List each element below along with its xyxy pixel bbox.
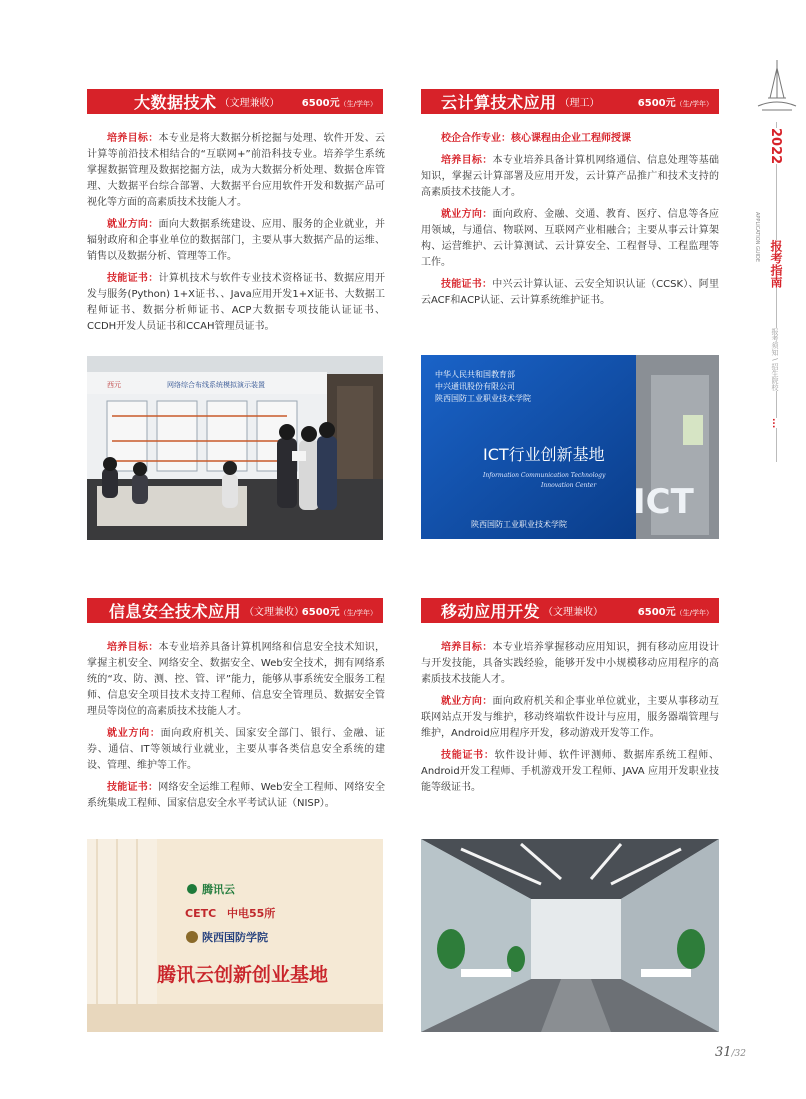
cloud-subtitle: （理工）: [559, 98, 600, 109]
security-fee: 6500元（生/学年）: [301, 607, 377, 618]
ict-wall-1: 中华人民共和国教育部: [435, 370, 515, 379]
security-goal: 培养目标：本专业培养具备计算机网络和信息安全技术知识，掌握主机安全、网络安全、数据安全、Web安全技术，拥有网络系统的“攻、防、测、控、管、评”能力，能够从事系统安全服务工程师、信息安全项目技术支持工程师、信息安全管理员、数据安全管理员等岗位的高素质技术技能人才。: [87, 642, 386, 717]
cloud-ict-photo: [421, 355, 719, 539]
cloud-section: [421, 131, 719, 315]
sidebar-small-cn: 报考须知 \ 招生院校: [771, 328, 779, 391]
bigdata-goal: 培养目标：本专业是将大数据分析挖掘与处理、软件开发、云计算等前沿技术相结合的“互联网+”前沿科技专业。培养学生系统掌握数据管理及数据挖掘方法，成为大数据分析处理、数据仓库管理、大数据平台综合部署、大数据平台应用软件开发和数据产品可视化等方面的高素质技术技能人才。: [87, 133, 386, 208]
tc-line-3: 陕西国防学院: [202, 931, 268, 944]
page-number: 31/32: [714, 1045, 746, 1060]
cloud-job: 就业方向：面向政府、金融、交通、教育、医疗、信息等各应用领域，与通信、物联网、互联网产业相融合；主要从事云计算架构、运营维护、云计算测试、云计算安全、工程督导、工程监理等工作。: [421, 209, 720, 268]
ict-en-2: Innovation Center: [541, 482, 597, 489]
sidebar-guide: 报考指南: [769, 240, 783, 288]
mobile-banner: [421, 598, 719, 623]
cloud-banner: [421, 89, 719, 114]
mobile-cert: 技能证书：软件设计师、软件评测师、数据库系统工程师、Android开发工程师、手机游戏开发工程师、JAVA 应用开发职业技能等级证书。: [421, 750, 720, 793]
cloud-fee: 6500元（生/学年）: [637, 98, 713, 109]
cloud-cert: 技能证书：中兴云计算认证、云安全知识认证（CCSK）、阿里云ACF和ACP认证、云计算系统维护证书。: [421, 279, 720, 306]
bigdata-section: [87, 131, 385, 341]
mobile-goal: 培养目标：本专业培养掌握移动应用知识，拥有移动应用设计与开发技能，具备实践经验，能够开发中小规模移动应用程序的高素质技术技能人才。: [421, 642, 720, 685]
security-section: [87, 640, 385, 818]
mobile-subtitle: （文理兼收）: [543, 607, 604, 618]
ict-wall-2: 中兴通讯股份有限公司: [435, 382, 515, 391]
sidebar-rule: [776, 122, 777, 462]
ict-wall-3: 陕西国防工业职业技术学院: [435, 394, 531, 403]
ict-en-1: Information Communication Technology: [483, 472, 606, 479]
mobile-title: 移动应用开发: [441, 602, 541, 621]
security-tencent-photo: [87, 839, 383, 1032]
mobile-fee: 6500元（生/学年）: [637, 607, 713, 618]
sidebar-dots: ...: [770, 418, 780, 429]
security-banner: [87, 598, 383, 623]
lab-brand: 西元: [107, 381, 121, 389]
bigdata-title: 大数据技术: [134, 93, 217, 112]
cloud-coop: 校企合作专业：核心课程由企业工程师授课: [441, 133, 631, 144]
bigdata-banner: [87, 89, 383, 114]
cloud-goal: 培养目标：本专业培养具备计算机网络通信、信息处理等基础知识，掌握云计算部署及应用开发，云计算产品推广和技术支持的高素质技术技能人才。: [421, 155, 720, 198]
security-subtitle: （文理兼收）: [244, 607, 305, 618]
sidebar-year: 2022: [768, 128, 783, 165]
bigdata-lab-photo: [87, 356, 383, 540]
bigdata-fee: 6500元（生/学年）: [301, 98, 377, 109]
tc-line-2a: CETC: [185, 907, 217, 920]
bigdata-subtitle: （文理兼收）: [219, 98, 280, 109]
cloud-title: 云计算技术应用: [441, 93, 557, 112]
ict-bottom: 陕西国防工业职业技术学院: [471, 520, 567, 529]
right-sidebar: [748, 60, 806, 480]
mobile-job: 就业方向：面向政府机关和企事业单位就业，主要从事移动互联网站点开发与维护，移动终端软件设计与应用，服务器端管理与维护，Android应用程序开发，移动游戏开发等工作。: [421, 696, 720, 739]
ict-title: ICT行业创新基地: [483, 445, 605, 464]
tc-line-4: 腾讯云创新创业基地: [157, 964, 329, 986]
sidebar-small-en: APPLICATION GUIDE: [754, 212, 760, 263]
bigdata-cert: 技能证书：计算机技术与软件专业技术资格证书、数据应用开发与服务(Python) 1+X证书、、Java应用开发1+X证书、大数据工程师证书、数据分析师证书、ACP大数据专项技能认证证书、CCDH开发人员证书和CCAH管理员证书。: [87, 273, 386, 332]
security-cert: 技能证书：网络安全运维工程师、Web安全工程师、网络安全系统集成工程师、国家信息安全水平考试认证（NISP）。: [87, 782, 386, 809]
mobile-section: [421, 640, 719, 802]
tc-line-1: 腾讯云: [202, 883, 235, 896]
mobile-office-photo: [421, 839, 719, 1032]
tc-line-2b: 中电55所: [227, 907, 276, 920]
security-title: 信息安全技术应用: [109, 602, 242, 621]
bigdata-job: 就业方向：面向大数据系统建设、应用、服务的企业就业，并辐射政府和企事业单位的数据部门，主要从事大数据产品的运维、销售以及数据分析、管理等工作。: [87, 219, 386, 262]
lab-sign: 网络综合布线系统模拟演示装置: [167, 381, 265, 389]
security-job: 就业方向：面向政府机关、国家安全部门、银行、金融、证券、通信、IT等领域行业就业，主要从事各类信息安全系统的建设、管理、维护等工作。: [87, 728, 386, 771]
ict-letters: ICT: [633, 482, 694, 522]
tower-logo-icon: [748, 58, 806, 118]
